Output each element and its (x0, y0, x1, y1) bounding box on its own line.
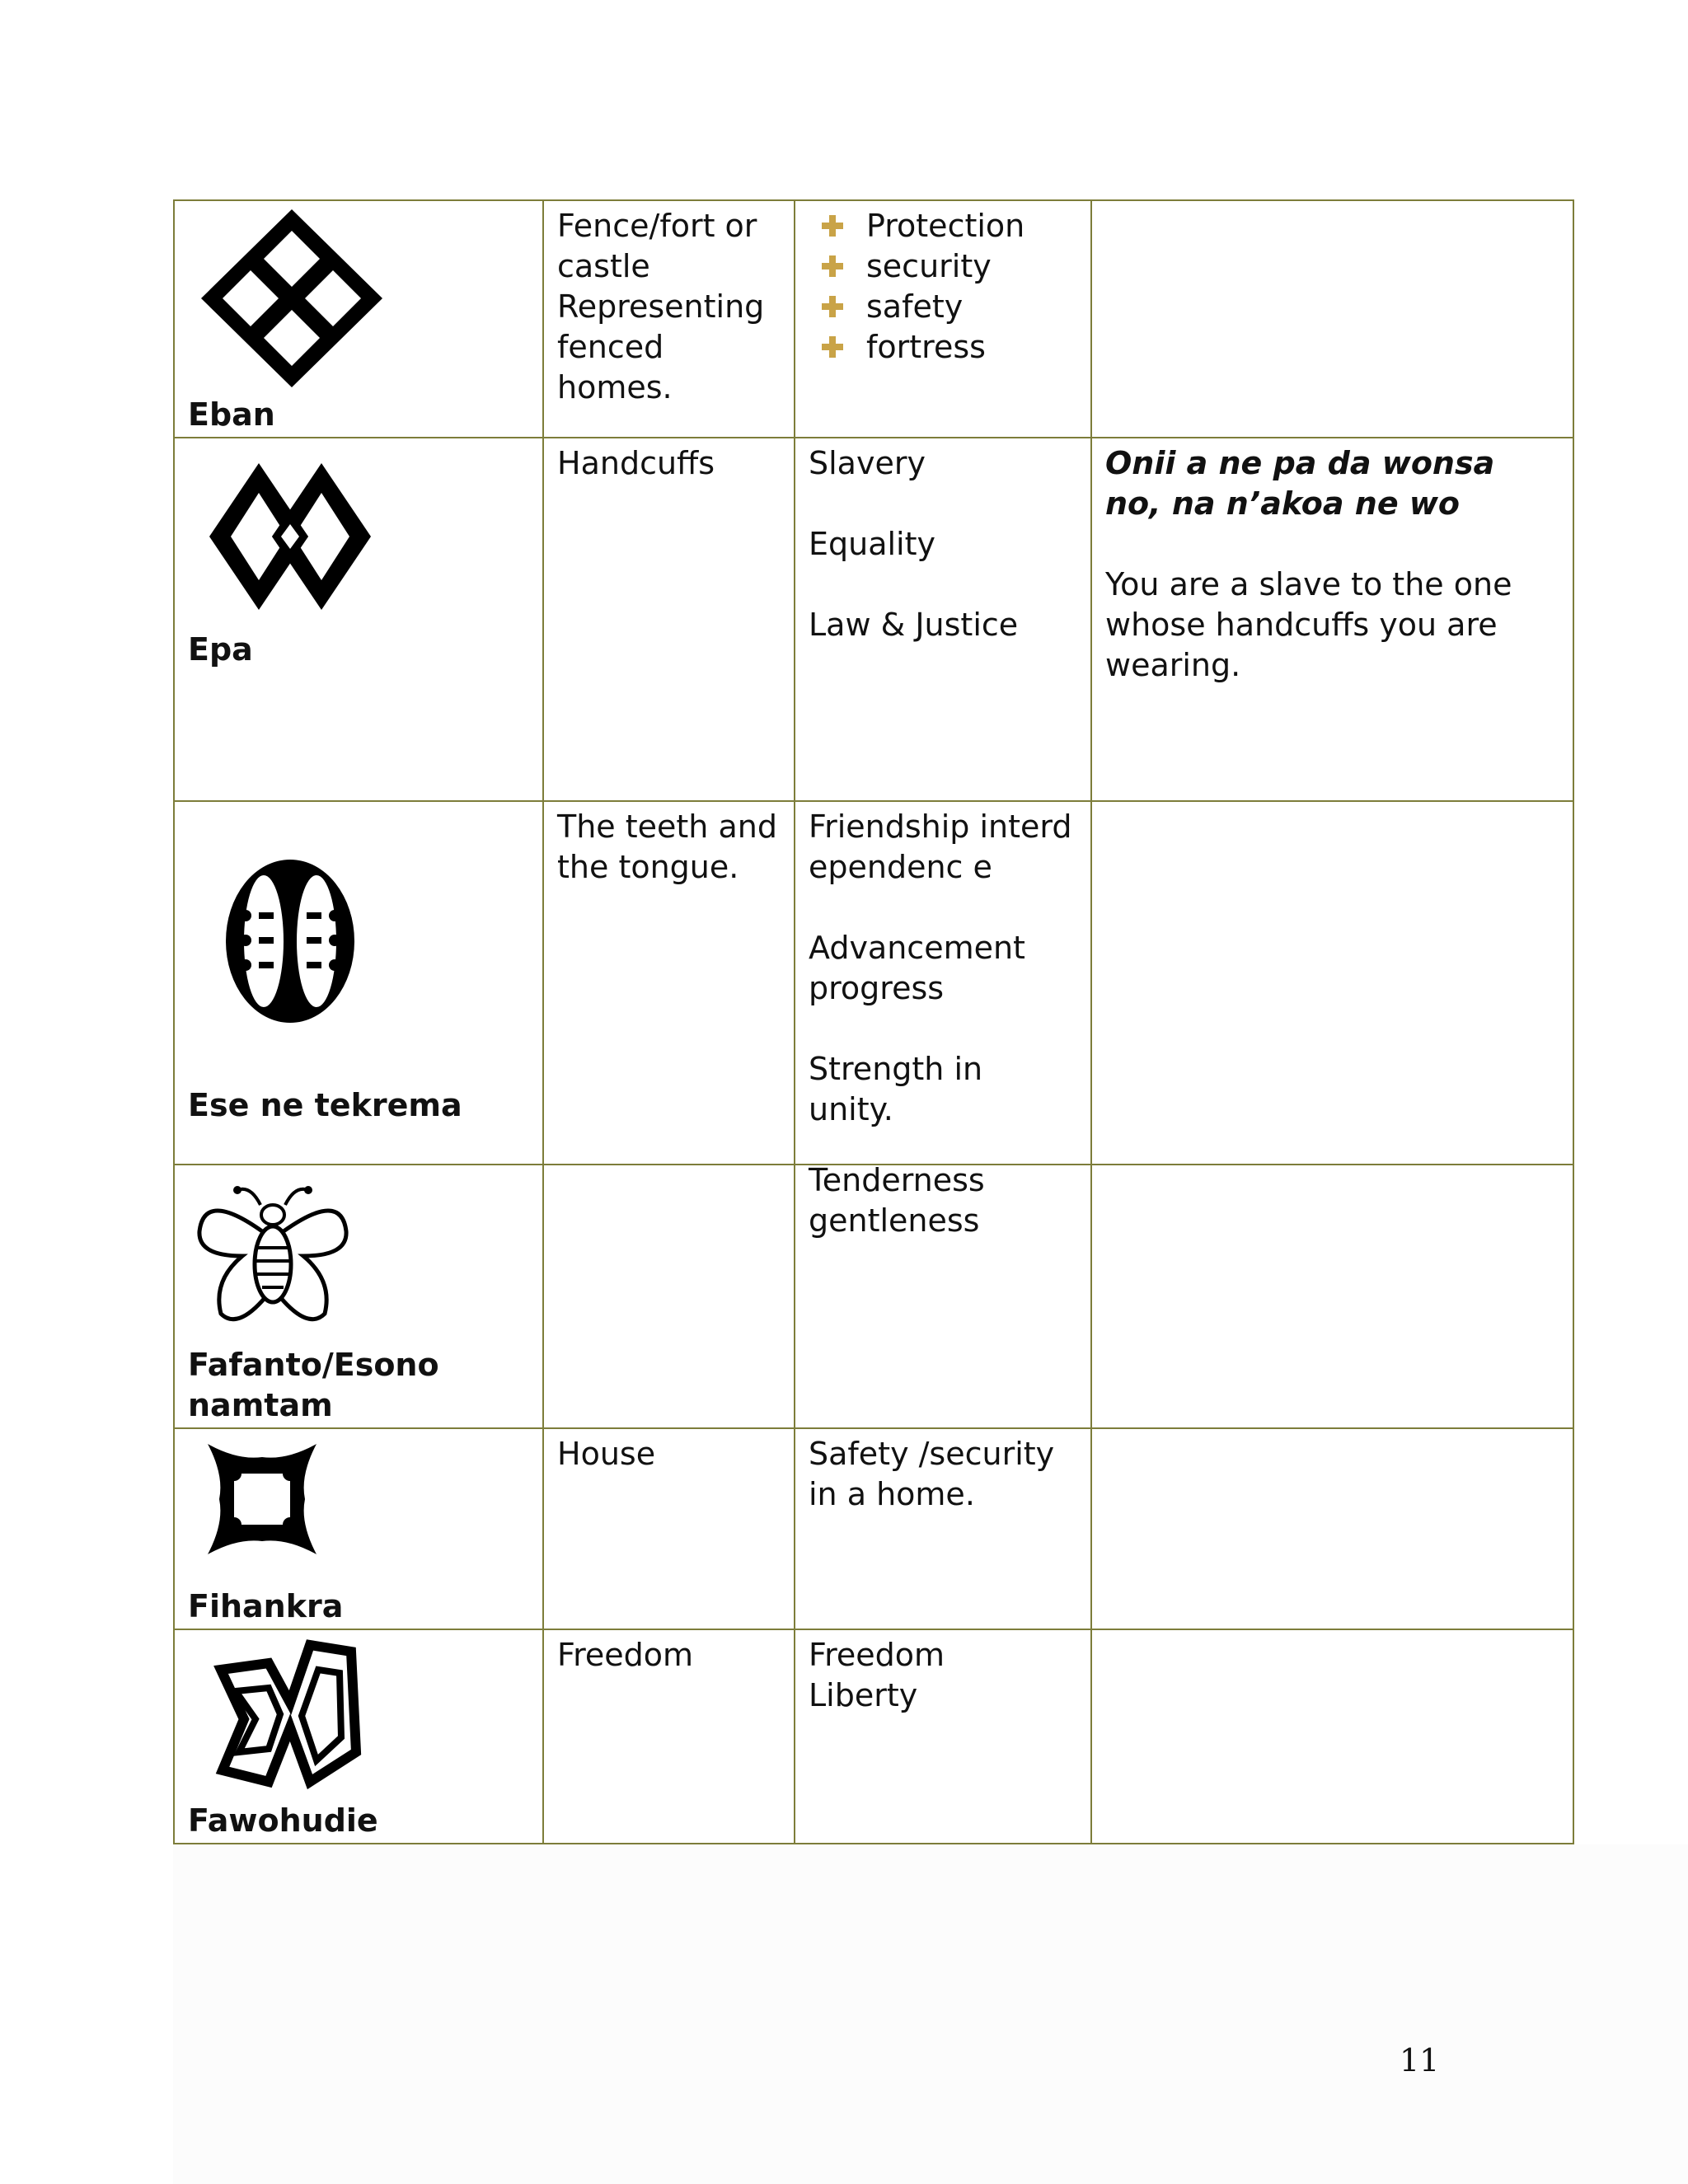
values-cell (795, 1162, 1091, 1428)
symbol-name: Fafanto/Esono namtam (188, 1347, 439, 1423)
list-item: Protection (866, 206, 1077, 246)
meaning-text: The teeth and the tongue. (557, 808, 777, 885)
proverb-cell (1091, 1165, 1573, 1428)
plus-bullet-icon (820, 294, 845, 319)
symbol-cell (174, 1629, 543, 1844)
symbol-name: Fihankra (188, 1588, 344, 1624)
symbol-cell (174, 1165, 543, 1428)
plus-bullet-icon (820, 213, 845, 238)
values-cell (795, 801, 1091, 1165)
meaning-cell (543, 1428, 795, 1629)
page-bottom-shade (173, 1844, 1688, 2184)
list-item: fortress (866, 327, 1077, 368)
plus-bullet-icon (820, 254, 845, 279)
symbol-cell (174, 200, 543, 438)
meaning-text: Handcuffs (557, 445, 715, 481)
ese-ne-tekrema-icon (223, 856, 358, 1026)
values-bullet-list (809, 206, 1077, 368)
table-row (174, 438, 1573, 801)
meaning-cell (543, 1165, 795, 1428)
value-text: Tenderness gentleness (809, 1162, 985, 1239)
meaning-cell (543, 438, 795, 801)
symbol-cell (174, 438, 543, 801)
adinkra-symbols-table (173, 199, 1574, 1844)
value-text: Freedom Liberty (809, 1637, 945, 1713)
meaning-cell (543, 801, 795, 1165)
value-text: Slavery (809, 445, 926, 481)
meaning-text: Freedom (557, 1637, 694, 1673)
butterfly-icon (196, 1182, 349, 1330)
symbol-cell (174, 801, 543, 1165)
eban-fence-icon (196, 204, 387, 392)
symbol-name: Fawohudie (188, 1802, 378, 1839)
table-row (174, 801, 1573, 1165)
values-cell (795, 1629, 1091, 1844)
proverb-cell (1091, 801, 1573, 1165)
value-text: Strength in unity. (809, 1051, 983, 1127)
proverb-cell (1091, 200, 1573, 438)
proverb-translation: You are a slave to the one whose handcuffs you are wearing. (1105, 566, 1512, 683)
value-text: Friendship interdependenc e (809, 808, 1072, 885)
page-number: 11 (1400, 2042, 1440, 2079)
value-text: Law & Justice (809, 607, 1019, 643)
symbol-name: Eban (188, 396, 275, 433)
meaning-text: Fence/fort or castle Representing fenced homes. (557, 208, 765, 405)
symbol-name: Ese ne tekrema (188, 1087, 462, 1123)
table-row (174, 1165, 1573, 1428)
table-row (174, 1428, 1573, 1629)
values-cell (795, 200, 1091, 438)
proverb-cell (1091, 1629, 1573, 1844)
epa-handcuffs-icon (208, 460, 373, 613)
table-row (174, 200, 1573, 438)
value-text: Advancement progress (809, 930, 1025, 1006)
fawohudie-freedom-icon (211, 1637, 364, 1790)
list-item: safety (866, 287, 1077, 327)
fihankra-house-icon (196, 1439, 328, 1559)
meaning-cell (543, 1629, 795, 1844)
meaning-text: House (557, 1436, 656, 1472)
proverb-text: Onii a ne pa da wonsa no, na n’akoa ne wo (1105, 445, 1495, 522)
values-cell (795, 1428, 1091, 1629)
value-text: Equality (809, 526, 936, 562)
table-row (174, 1629, 1573, 1844)
list-item: security (866, 246, 1077, 287)
values-cell (795, 438, 1091, 801)
symbol-cell (174, 1428, 543, 1629)
proverb-cell (1091, 438, 1573, 801)
symbol-name: Epa (188, 631, 253, 668)
meaning-cell (543, 200, 795, 438)
plus-bullet-icon (820, 335, 845, 359)
value-text: Safety /security in a home. (809, 1436, 1055, 1512)
proverb-cell (1091, 1428, 1573, 1629)
